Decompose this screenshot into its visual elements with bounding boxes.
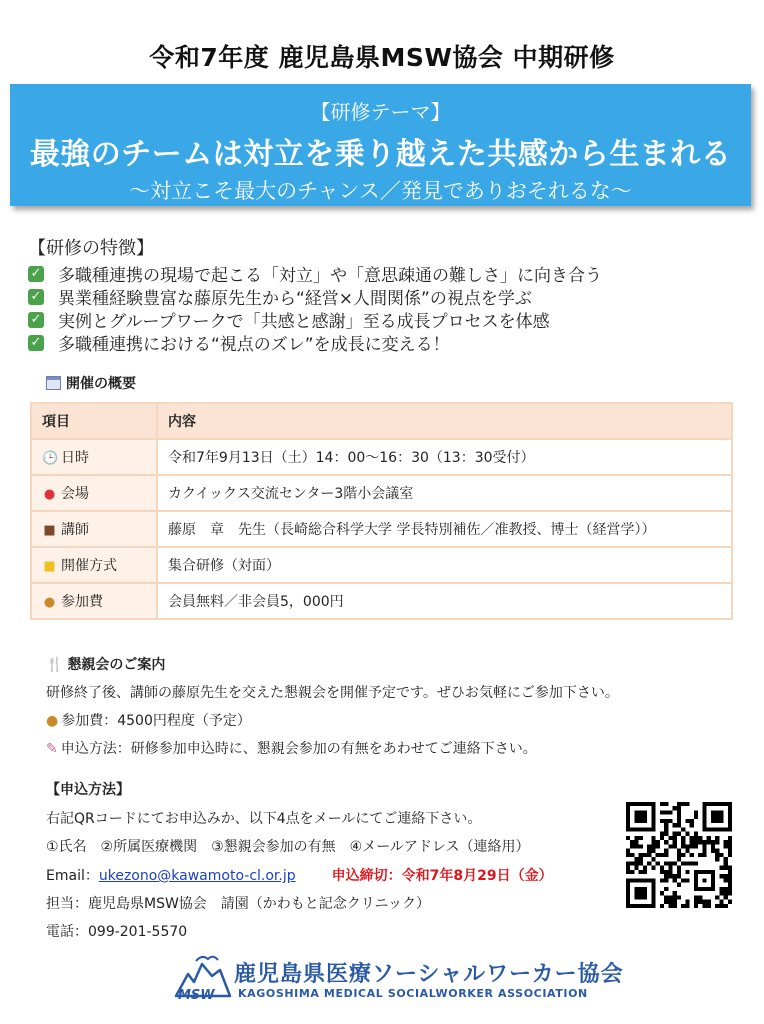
qr-module bbox=[702, 844, 706, 848]
qr-module bbox=[685, 832, 689, 836]
theme-main-text: 最強のチームは対立を乗り越えた共感から生まれる bbox=[29, 137, 732, 172]
qr-module bbox=[719, 866, 723, 870]
qr-module bbox=[719, 891, 723, 895]
qr-module bbox=[685, 819, 689, 823]
qr-module bbox=[660, 819, 664, 823]
qr-module bbox=[639, 861, 643, 865]
row-value: 集合研修（対面） bbox=[157, 547, 732, 583]
qr-module bbox=[668, 870, 672, 874]
theme-banner bbox=[10, 84, 751, 206]
qr-module bbox=[643, 870, 647, 874]
qr-module bbox=[660, 870, 664, 874]
theme-sub-text: 〜対立こそ最大のチャンス／発見でありおそれるな〜 bbox=[129, 179, 632, 203]
qr-module bbox=[724, 895, 728, 899]
qr-module bbox=[677, 883, 681, 887]
qr-module bbox=[694, 861, 698, 865]
qr-module bbox=[690, 861, 694, 865]
qr-module bbox=[677, 870, 681, 874]
features-heading: 【研修の特徴】 bbox=[28, 238, 154, 259]
qr-module bbox=[651, 866, 655, 870]
qr-module bbox=[673, 904, 677, 908]
qr-module bbox=[656, 840, 660, 844]
fork-knife-icon: 🍴 bbox=[46, 657, 64, 673]
qr-module bbox=[690, 819, 694, 823]
qr-module bbox=[719, 904, 723, 908]
qr-module bbox=[681, 802, 685, 806]
qr-module bbox=[668, 900, 672, 904]
qr-module bbox=[707, 904, 711, 908]
qr-module bbox=[715, 904, 719, 908]
qr-module bbox=[634, 857, 638, 861]
qr-module bbox=[694, 844, 698, 848]
qr-module bbox=[694, 904, 698, 908]
qr-module bbox=[690, 844, 694, 848]
qr-module bbox=[651, 840, 655, 844]
qr-module bbox=[668, 861, 672, 865]
qr-module bbox=[728, 840, 732, 844]
qr-module bbox=[728, 874, 732, 878]
qr-module bbox=[685, 844, 689, 848]
qr-module bbox=[698, 900, 702, 904]
qr-module bbox=[664, 832, 668, 836]
overview-heading bbox=[46, 373, 136, 393]
clock-icon: 🕒 bbox=[42, 451, 59, 466]
column-header-content: 内容 bbox=[157, 403, 732, 439]
qr-module bbox=[630, 844, 634, 848]
qr-module bbox=[673, 844, 677, 848]
qr-module bbox=[694, 895, 698, 899]
row-label: 日時 bbox=[61, 450, 89, 466]
qr-module bbox=[690, 836, 694, 840]
qr-module bbox=[639, 853, 643, 857]
qr-module bbox=[651, 836, 655, 840]
qr-module bbox=[668, 904, 672, 908]
qr-module bbox=[681, 827, 685, 831]
qr-module bbox=[724, 861, 728, 865]
feature-item bbox=[28, 308, 602, 331]
qr-module bbox=[724, 857, 728, 861]
qr-module bbox=[715, 836, 719, 840]
qr-module bbox=[724, 840, 728, 844]
feature-item bbox=[28, 331, 602, 354]
qr-module bbox=[728, 878, 732, 882]
overview-table bbox=[30, 402, 733, 620]
qr-module bbox=[630, 853, 634, 857]
qr-module bbox=[677, 849, 681, 853]
qr-module bbox=[626, 853, 630, 857]
qr-module bbox=[702, 904, 706, 908]
qr-module bbox=[660, 836, 664, 840]
qr-module bbox=[651, 849, 655, 853]
pin-icon: ● bbox=[43, 487, 56, 502]
qr-module bbox=[690, 853, 694, 857]
qr-module bbox=[634, 836, 638, 840]
qr-module bbox=[639, 857, 643, 861]
logo-name-en: KAGOSHIMA MEDICAL SOCIALWORKER ASSOCIATION bbox=[238, 987, 588, 1000]
qr-module bbox=[656, 861, 660, 865]
qr-module bbox=[664, 849, 668, 853]
qr-module bbox=[660, 853, 664, 857]
qr-module bbox=[719, 853, 723, 857]
logo-mark: MSW bbox=[178, 988, 215, 1003]
qr-module bbox=[715, 849, 719, 853]
overview-heading-text: 開催の概要 bbox=[66, 376, 136, 392]
moneybag-icon: ● bbox=[43, 595, 56, 610]
qr-module bbox=[677, 823, 681, 827]
qr-module bbox=[677, 819, 681, 823]
qr-module bbox=[677, 874, 681, 878]
qr-module bbox=[711, 844, 715, 848]
qr-module bbox=[685, 870, 689, 874]
qr-module bbox=[681, 844, 685, 848]
qr-module bbox=[664, 895, 668, 899]
row-value: 会員無料／非会員5，000円 bbox=[157, 583, 732, 619]
qr-module bbox=[677, 810, 681, 814]
qr-module bbox=[634, 844, 638, 848]
qr-module bbox=[668, 836, 672, 840]
qr-module bbox=[685, 878, 689, 882]
qr-module bbox=[681, 853, 685, 857]
notebook-icon: ■ bbox=[43, 559, 56, 574]
qr-module bbox=[685, 802, 689, 806]
qr-module bbox=[660, 866, 664, 870]
qr-module bbox=[698, 895, 702, 899]
qr-module bbox=[647, 861, 651, 865]
qr-module bbox=[728, 891, 732, 895]
qr-module bbox=[668, 895, 672, 899]
qr-module bbox=[694, 832, 698, 836]
qr-module bbox=[634, 861, 638, 865]
checkbox-icon: ✓ bbox=[28, 312, 44, 328]
qr-module bbox=[694, 815, 698, 819]
table-row bbox=[31, 475, 732, 511]
qr-module bbox=[728, 900, 732, 904]
qr-module bbox=[724, 904, 728, 908]
logo-name-jp: 鹿児島県医療ソーシャルワーカー協会 bbox=[234, 962, 624, 987]
application-email-line bbox=[46, 865, 553, 885]
qr-module bbox=[664, 810, 668, 814]
qr-module bbox=[673, 836, 677, 840]
qr-module bbox=[724, 878, 728, 882]
feature-text: 多職種連携の現場で起こる「対立」や「意思疎通の難しさ」に向き合う bbox=[58, 266, 602, 286]
qr-module bbox=[728, 870, 732, 874]
checkbox-icon: ✓ bbox=[28, 335, 44, 351]
qr-module bbox=[707, 840, 711, 844]
qr-module bbox=[664, 874, 668, 878]
feature-item bbox=[28, 285, 602, 308]
qr-module bbox=[626, 870, 630, 874]
qr-module bbox=[664, 878, 668, 882]
application-line1: 右記QRコードにてお申込みか、以下4点をメールにてご連絡下さい。 bbox=[46, 811, 482, 827]
checkbox-icon: ✓ bbox=[28, 266, 44, 282]
qr-module bbox=[668, 874, 672, 878]
checkbox-icon: ✓ bbox=[28, 289, 44, 305]
qr-module bbox=[673, 874, 677, 878]
qr-module bbox=[698, 840, 702, 844]
qr-module bbox=[664, 870, 668, 874]
qr-module bbox=[681, 904, 685, 908]
qr-module bbox=[630, 840, 634, 844]
qr-module bbox=[664, 900, 668, 904]
qr-module bbox=[724, 891, 728, 895]
application-line2: ①氏名 ②所属医療機関 ③懇親会参加の有無 ④メールアドレス（連絡用） bbox=[46, 839, 530, 855]
qr-module bbox=[660, 891, 664, 895]
party-fee bbox=[46, 710, 251, 730]
qr-module bbox=[630, 870, 634, 874]
calendar-icon bbox=[46, 376, 61, 390]
contact-phone: 電話：099-201-5570 bbox=[46, 924, 188, 940]
contact-person: 担当：鹿児島県MSW協会 請園（かわもと記念クリニック） bbox=[46, 896, 430, 912]
qr-module bbox=[702, 853, 706, 857]
moneybag-icon: ● bbox=[46, 713, 59, 729]
table-row bbox=[31, 583, 732, 619]
qr-module bbox=[685, 849, 689, 853]
table-row bbox=[31, 511, 732, 547]
qr-module bbox=[639, 870, 643, 874]
features-list bbox=[28, 262, 602, 354]
row-value: 令和7年9月13日（土）14：00〜16：30（13：30受付） bbox=[157, 439, 732, 475]
qr-module bbox=[719, 900, 723, 904]
qr-module bbox=[728, 849, 732, 853]
qr-module bbox=[668, 810, 672, 814]
qr-module bbox=[677, 866, 681, 870]
qr-module bbox=[711, 849, 715, 853]
qr-module bbox=[681, 836, 685, 840]
application-heading: 【申込方法】 bbox=[46, 782, 130, 798]
qr-module bbox=[634, 840, 638, 844]
qr-module bbox=[634, 866, 638, 870]
qr-module bbox=[677, 895, 681, 899]
table-row bbox=[31, 547, 732, 583]
qr-module bbox=[643, 866, 647, 870]
qr-module bbox=[647, 853, 651, 857]
qr-module bbox=[660, 832, 664, 836]
row-value: 藤原 章 先生（長崎総合科学大学 学長特別補佐／准教授、博士（経営学）） bbox=[157, 511, 732, 547]
qr-module bbox=[677, 857, 681, 861]
qr-module bbox=[668, 866, 672, 870]
party-heading-text: 懇親会のご案内 bbox=[67, 657, 166, 673]
qr-module bbox=[673, 891, 677, 895]
party-heading bbox=[46, 654, 165, 674]
qr-module bbox=[681, 878, 685, 882]
qr-module bbox=[626, 836, 630, 840]
qr-module bbox=[651, 857, 655, 861]
qr-module bbox=[668, 844, 672, 848]
qr-module bbox=[664, 823, 668, 827]
qr-module bbox=[660, 802, 664, 806]
qr-module bbox=[707, 900, 711, 904]
qr-module bbox=[685, 900, 689, 904]
qr-module bbox=[664, 861, 668, 865]
row-value: カクイックス交流センター3階小会議室 bbox=[157, 475, 732, 511]
qr-module bbox=[673, 832, 677, 836]
qr-module bbox=[728, 866, 732, 870]
table-row bbox=[31, 439, 732, 475]
email-label: Email： bbox=[46, 868, 99, 884]
qr-module bbox=[673, 840, 677, 844]
qr-module bbox=[715, 853, 719, 857]
qr-module bbox=[728, 887, 732, 891]
qr-module bbox=[656, 853, 660, 857]
qr-module bbox=[694, 836, 698, 840]
qr-module bbox=[728, 853, 732, 857]
table-header-row bbox=[31, 403, 732, 439]
qr-module bbox=[656, 844, 660, 848]
qr-module bbox=[677, 853, 681, 857]
qr-module bbox=[660, 904, 664, 908]
feature-text: 多職種連携における“視点のズレ”を成長に変える！ bbox=[58, 335, 450, 355]
qr-module bbox=[702, 849, 706, 853]
qr-module bbox=[673, 900, 677, 904]
qr-module bbox=[677, 832, 681, 836]
qr-module bbox=[626, 849, 630, 853]
party-apply bbox=[46, 738, 537, 758]
feature-text: 異業種経験豊富な藤原先生から“経営×人間関係”の視点を学ぶ bbox=[58, 289, 532, 309]
qr-module bbox=[694, 810, 698, 814]
qr-module bbox=[664, 840, 668, 844]
qr-module bbox=[647, 844, 651, 848]
qr-module bbox=[728, 844, 732, 848]
qr-module bbox=[702, 900, 706, 904]
party-fee-text: 参加費：4500円程度（予定） bbox=[61, 713, 251, 729]
qr-module bbox=[685, 904, 689, 908]
row-label: 会場 bbox=[61, 486, 89, 502]
qr-module bbox=[702, 840, 706, 844]
qr-module bbox=[694, 900, 698, 904]
qr-module bbox=[677, 815, 681, 819]
qr-module bbox=[639, 844, 643, 848]
qr-module bbox=[673, 895, 677, 899]
row-label: 参加費 bbox=[61, 594, 103, 610]
qr-module bbox=[715, 840, 719, 844]
qr-module bbox=[664, 853, 668, 857]
page-title: 令和7年度 鹿児島県MSW協会 中期研修 bbox=[149, 43, 615, 72]
qr-module bbox=[664, 802, 668, 806]
party-text: 研修終了後、講師の藤原先生を交えた懇親会を開催予定です。ぜひお気軽にご参加下さい。 bbox=[46, 685, 619, 701]
qr-module bbox=[685, 861, 689, 865]
qr-module bbox=[719, 887, 723, 891]
qr-module bbox=[664, 827, 668, 831]
qr-module bbox=[724, 874, 728, 878]
feature-text: 実例とグループワークで「共感と感謝」至る成長プロセスを体感 bbox=[58, 312, 550, 332]
qr-module bbox=[664, 887, 668, 891]
qr-module bbox=[724, 866, 728, 870]
memo-icon: ✎ bbox=[46, 741, 58, 757]
qr-module bbox=[681, 861, 685, 865]
qr-module bbox=[673, 878, 677, 882]
teacher-icon: ■ bbox=[43, 523, 56, 538]
row-label: 開催方式 bbox=[61, 558, 117, 574]
qr-module bbox=[698, 836, 702, 840]
qr-module bbox=[673, 806, 677, 810]
qr-module bbox=[681, 840, 685, 844]
qr-module bbox=[724, 887, 728, 891]
qr-module bbox=[668, 819, 672, 823]
row-label: 講師 bbox=[61, 522, 89, 538]
qr-module bbox=[626, 866, 630, 870]
qr-module bbox=[660, 878, 664, 882]
qr-module bbox=[677, 802, 681, 806]
qr-module bbox=[707, 836, 711, 840]
qr-code[interactable] bbox=[626, 802, 732, 908]
column-header-item: 項目 bbox=[31, 403, 157, 439]
qr-module bbox=[728, 836, 732, 840]
qr-module bbox=[715, 895, 719, 899]
email-link[interactable]: ukezono@kawamoto-cl.or.jp bbox=[98, 868, 296, 884]
deadline-text: 申込締切：令和7年8月29日（金） bbox=[331, 868, 553, 884]
qr-module bbox=[698, 853, 702, 857]
qr-module bbox=[719, 874, 723, 878]
qr-module bbox=[647, 849, 651, 853]
qr-module bbox=[673, 823, 677, 827]
qr-module bbox=[639, 836, 643, 840]
feature-item bbox=[28, 262, 602, 285]
qr-module bbox=[630, 861, 634, 865]
qr-module bbox=[664, 819, 668, 823]
qr-module bbox=[643, 853, 647, 857]
theme-label: 【研修テーマ】 bbox=[310, 100, 451, 124]
qr-module bbox=[694, 840, 698, 844]
qr-module bbox=[724, 844, 728, 848]
qr-module bbox=[690, 823, 694, 827]
qr-module bbox=[651, 844, 655, 848]
qr-module bbox=[690, 840, 694, 844]
qr-module bbox=[711, 840, 715, 844]
qr-module bbox=[626, 861, 630, 865]
qr-module bbox=[728, 883, 732, 887]
qr-module bbox=[673, 861, 677, 865]
qr-module bbox=[715, 857, 719, 861]
party-apply-text: 申込方法：研修参加申込時に、懇親会参加の有無をあわせてご連絡下さい。 bbox=[60, 741, 537, 757]
qr-module bbox=[677, 806, 681, 810]
qr-module bbox=[660, 810, 664, 814]
